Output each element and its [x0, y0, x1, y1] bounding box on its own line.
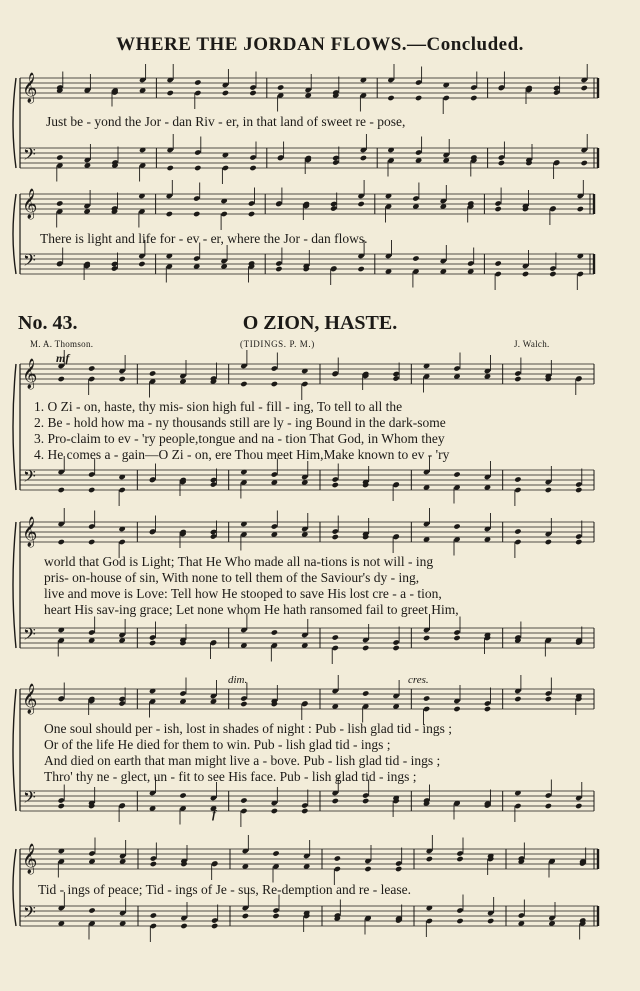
verse-line: Thro' thy ne - glect, un - fit to see His face. Pub - lish glad tid - ings ;	[44, 769, 417, 784]
hymn-author: M. A. Thomson.	[30, 339, 94, 349]
verse-line: pris- on-house of sin, With none to tell them of the Saviour's dy - ing,	[44, 570, 420, 585]
verse-line: Or of the life He died for them to win. Pub - lish glad tid - ings ;	[44, 737, 391, 752]
svg-text:𝄢: 𝄢	[23, 250, 36, 274]
verse-line: world that God is Light; That He Who made all na-tions is not will - ing	[44, 554, 434, 569]
verse-line: 2. Be - hold how ma - ny thousands still are ly - ing Bound in the dark-some	[34, 415, 446, 430]
svg-text:𝄢: 𝄢	[23, 144, 36, 168]
verse-line: 1. O Zi - on, haste, thy mis- sion high ful - fill - ing, To tell to all the	[34, 399, 403, 414]
dynamic-dim: dim.	[228, 674, 248, 686]
hymn-number: No. 43.	[18, 312, 78, 334]
svg-text:𝄞: 𝄞	[22, 189, 38, 219]
svg-text:𝄞: 𝄞	[22, 684, 38, 714]
lyric-line-prev-1: Just be - yond the Jor - dan Riv - er, in that land of sweet re - pose,	[46, 114, 406, 129]
svg-text:𝄞: 𝄞	[22, 844, 38, 874]
svg-text:𝄞: 𝄞	[22, 73, 38, 103]
hymn-title: O ZION, HASTE.	[242, 312, 398, 334]
dynamic-cres: cres.	[408, 674, 429, 686]
verse-line: live and move is Love: Tell how He stooped to save His lost cre - a - tion,	[44, 586, 442, 601]
lyric-line-prev-2: There is light and life for - ev - er, where the Jor - dan flows.	[40, 231, 368, 246]
verse-line: And died on earth that man might live a - bove. Pub - lish glad tid - ings ;	[44, 753, 441, 768]
dynamic-mf: mf	[56, 351, 70, 365]
hymn-composer: J. Walch.	[514, 339, 550, 349]
svg-text:𝄢: 𝄢	[23, 466, 36, 490]
svg-text:𝄢: 𝄢	[23, 902, 36, 926]
verse-line: heart His sav-ing grace; Let none whom He hath ransomed fail to greet Him,	[44, 602, 459, 617]
verse-line: Tid - ings of peace; Tid - ings of Je - sus, Re-demption and re - lease.	[38, 882, 411, 897]
verse-line: One soul should per - ish, lost in shades of night : Pub - lish glad tid - ings ;	[44, 721, 452, 736]
dynamic-f: f	[212, 807, 216, 821]
verse-line: 3. Pro-claim to ev - 'ry people,tongue and na - tion That God, in Whom they	[34, 431, 445, 446]
hymn-meter: (TIDINGS. P. M.)	[240, 339, 315, 349]
top-title-suffix: —Concluded.	[407, 34, 524, 55]
verse-line: 4. He comes a - gain—O Zi - on, ere Thou meet Him,Make known to ev - 'ry	[34, 447, 450, 462]
svg-text:𝄞: 𝄞	[22, 517, 38, 547]
top-title-main: WHERE THE JORDAN FLOWS.	[116, 34, 408, 55]
svg-text:𝄢: 𝄢	[23, 787, 36, 811]
svg-text:𝄞: 𝄞	[22, 359, 38, 389]
svg-text:𝄢: 𝄢	[23, 624, 36, 648]
